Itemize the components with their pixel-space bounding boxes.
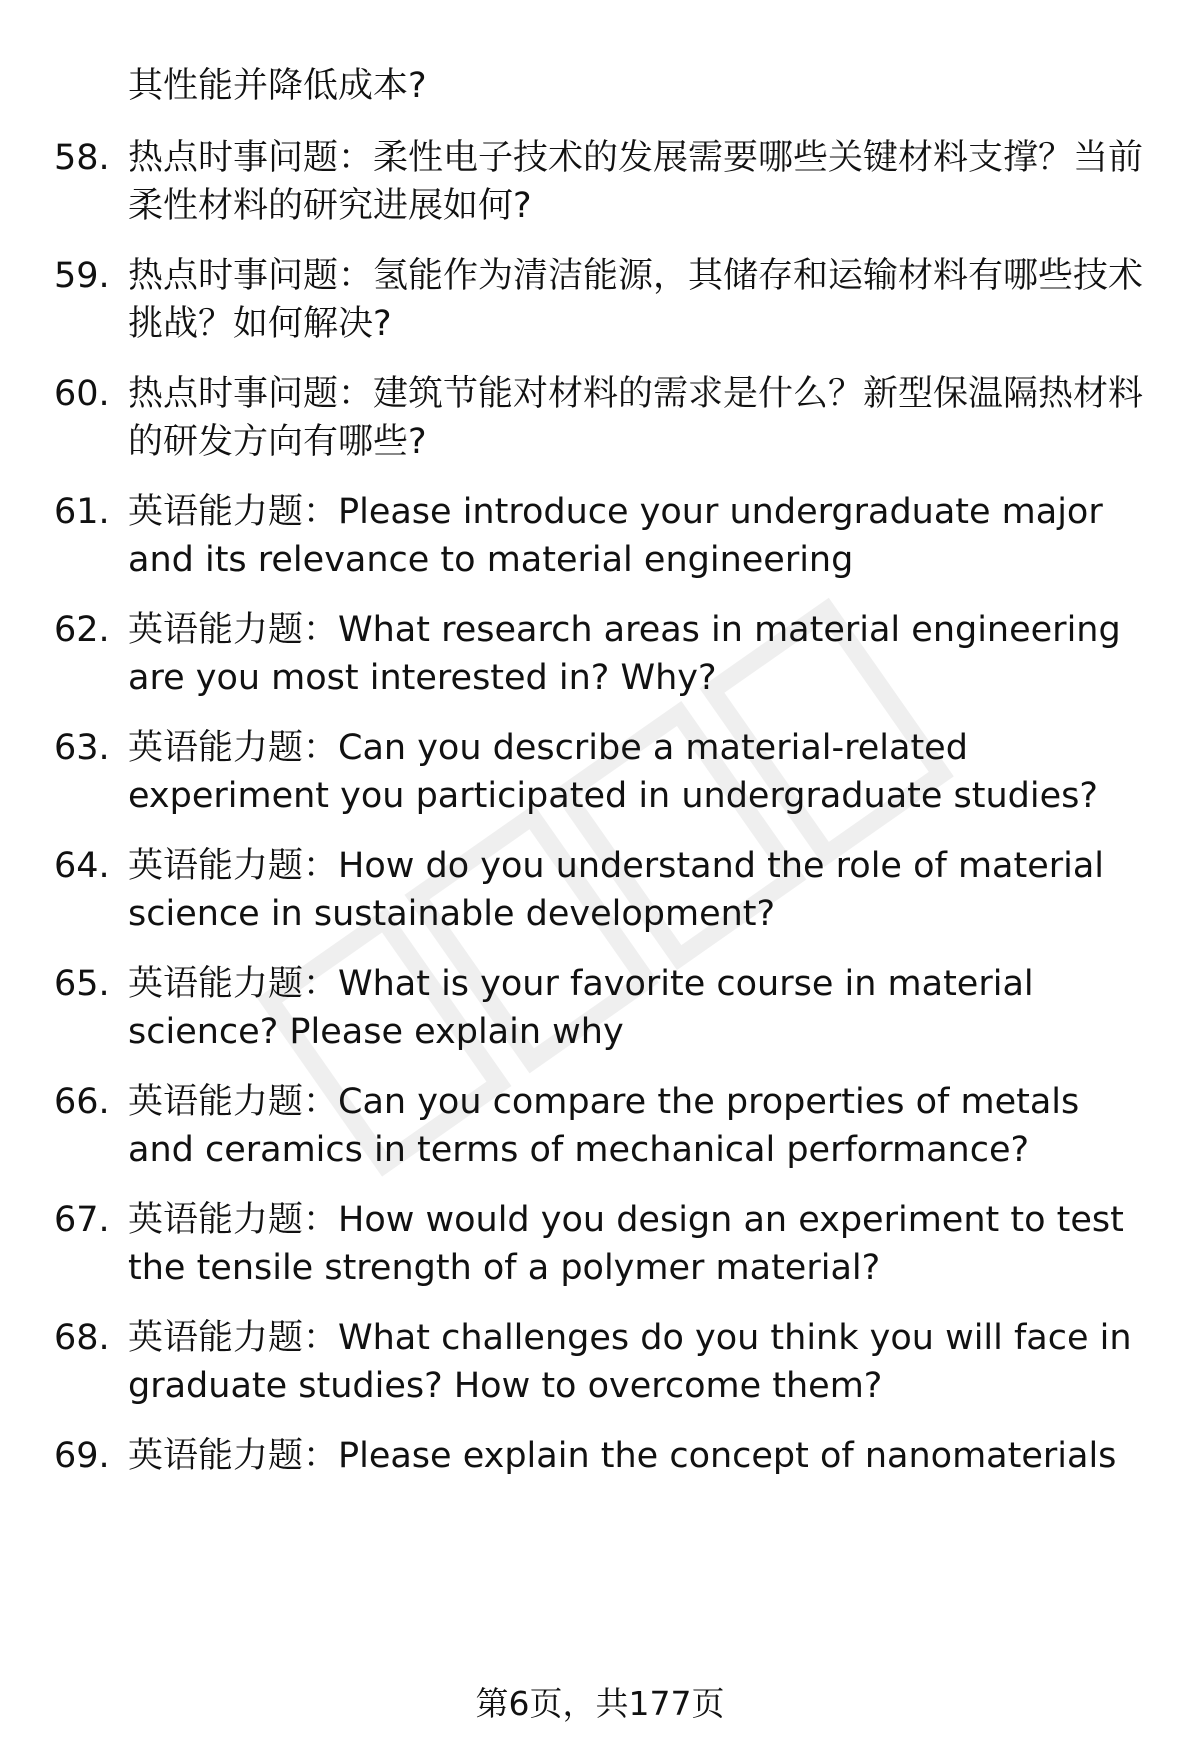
- question-number: 61.: [54, 492, 110, 532]
- question-number: 67.: [54, 1200, 110, 1240]
- question-text: 英语能力题：What is your favorite course in material science? Please explain why: [128, 964, 1034, 1052]
- continuation-text: 其性能并降低成本?: [128, 66, 427, 106]
- question-text: 热点时事问题：柔性电子技术的发展需要哪些关键材料支撑？当前柔性材料的研究进展如何?: [128, 138, 1144, 226]
- question-text: 英语能力题：Can you describe a material-related experiment you participated in undergraduate studies?: [128, 728, 1098, 816]
- question-text: 英语能力题：Please explain the concept of nanomaterials: [128, 1436, 1117, 1476]
- question-number: 58.: [54, 138, 110, 178]
- question-number: 60.: [54, 374, 110, 414]
- question-number: 66.: [54, 1082, 110, 1122]
- question-text: 英语能力题：What research areas in material engineering are you most interested in? Why?: [128, 610, 1121, 698]
- question-number: 63.: [54, 728, 110, 768]
- question-number: 65.: [54, 964, 110, 1004]
- question-number: 62.: [54, 610, 110, 650]
- question-text: 英语能力题：Please introduce your undergraduate major and its relevance to material engineering: [128, 492, 1103, 580]
- question-text: 热点时事问题：氢能作为清洁能源，其储存和运输材料有哪些技术挑战？如何解决?: [128, 256, 1144, 344]
- question-text: 热点时事问题：建筑节能对材料的需求是什么？新型保温隔热材料的研发方向有哪些?: [128, 374, 1144, 462]
- question-number: 69.: [54, 1436, 110, 1476]
- question-text: 英语能力题：How do you understand the role of material science in sustainable development?: [128, 846, 1105, 934]
- question-number: 59.: [54, 256, 110, 296]
- question-number: 68.: [54, 1318, 110, 1358]
- page-footer: 第6页，共177页: [475, 1684, 725, 1723]
- question-text: 英语能力题：What challenges do you think you will face in graduate studies? How to overcome them?: [128, 1318, 1132, 1406]
- question-text: 英语能力题：Can you compare the properties of metals and ceramics in terms of mechanical performance?: [128, 1082, 1080, 1170]
- question-text: 英语能力题：How would you design an experiment to test the tensile strength of a polymer material?: [128, 1200, 1124, 1288]
- question-number: 64.: [54, 846, 110, 886]
